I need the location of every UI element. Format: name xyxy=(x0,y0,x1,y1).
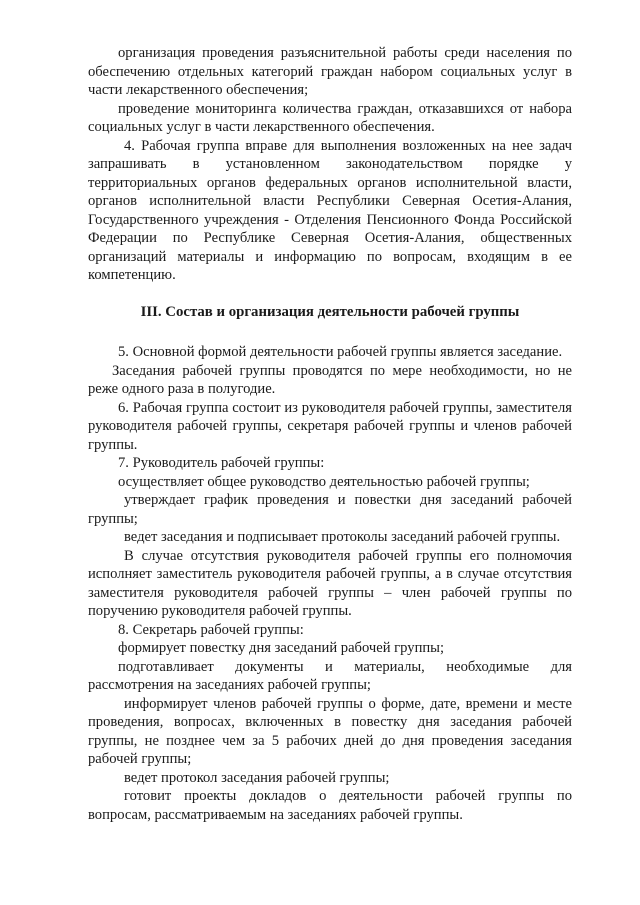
paragraph-meetings-frequency: Заседания рабочей группы проводятся по мере необходимости, но не реже одного раза в полугодие. xyxy=(88,362,572,397)
paragraph-item-7: 7. Руководитель рабочей группы: xyxy=(118,455,325,471)
paragraph-secretary-inform: информирует членов рабочей группы о форме, дате, времени и месте проведения, вопросах, включенных в повестку дня заседания рабочей группы, не позднее чем за 5 рабочих дней до дня проведения заседания рабочей группы; xyxy=(88,695,572,767)
paragraph-leader-duty-protocols: ведет заседания и подписывает протоколы заседаний рабочей группы. xyxy=(124,529,561,545)
document-body xyxy=(88,44,572,824)
paragraph-secretary-agenda: формирует повестку дня заседаний рабочей группы; xyxy=(118,640,445,656)
paragraph-monitoring: проведение мониторинга количества граждан, отказавшихся от набора социальных услуг в части лекарственного обеспечения. xyxy=(88,100,572,135)
paragraph-item-8: 8. Секретарь рабочей группы: xyxy=(118,621,304,638)
paragraph-leader-duty-schedule: утверждает график проведения и повестки дня заседаний рабочей группы; xyxy=(88,492,572,527)
paragraph-secretary-reports: готовит проекты докладов о деятельности рабочей группы по вопросам, рассматриваемым на заседаниях рабочей группы. xyxy=(88,788,572,823)
paragraph-leader-duty-general: осуществляет общее руководство деятельностью рабочей группы; xyxy=(118,473,530,490)
paragraph-item-5: 5. Основной формой деятельности рабочей группы является заседание. xyxy=(118,344,563,360)
paragraph-item-6: 6. Рабочая группа состоит из руководителя рабочей группы, заместителя руководителя рабочей группы, секретаря рабочей группы и членов рабочей группы. xyxy=(88,399,572,453)
section-heading: III. Состав и организация деятельности рабочей группы xyxy=(140,303,520,320)
paragraph-secretary-documents: подготавливает документы и материалы, необходимые для рассмотрения на заседаниях рабочей группы; xyxy=(88,658,572,693)
paragraph-explanatory-work: организация проведения разъяснительной работы среди населения по обеспечению отдельных категорий граждан набором социальных услуг в части лекарственного обеспечения; xyxy=(88,45,572,98)
paragraph-item-4: 4. Рабочая группа вправе для выполнения возложенных на нее задач запрашивать в установленном законодательством порядке у территориальных органов федеральных органов исполнительной власти, органов исполнительной власти Республики Северная Осетия-Алания, Государственного учреждения - Отделения Пенсионного Фонда Российской Федерации по Республике Северная Осетия-Алания, общественных организаций материалы и информацию по вопросам, входящим в ее компетенцию. xyxy=(88,137,572,283)
paragraph-secretary-protocol: ведет протокол заседания рабочей группы; xyxy=(124,769,390,786)
paragraph-leader-absence: В случае отсутствия руководителя рабочей группы его полномочия исполняет заместитель руководителя рабочей группы, а в случае отсутствия заместителя руководителя рабочей группы – член рабочей группы по поручению руководителя рабочей группы. xyxy=(88,547,572,619)
